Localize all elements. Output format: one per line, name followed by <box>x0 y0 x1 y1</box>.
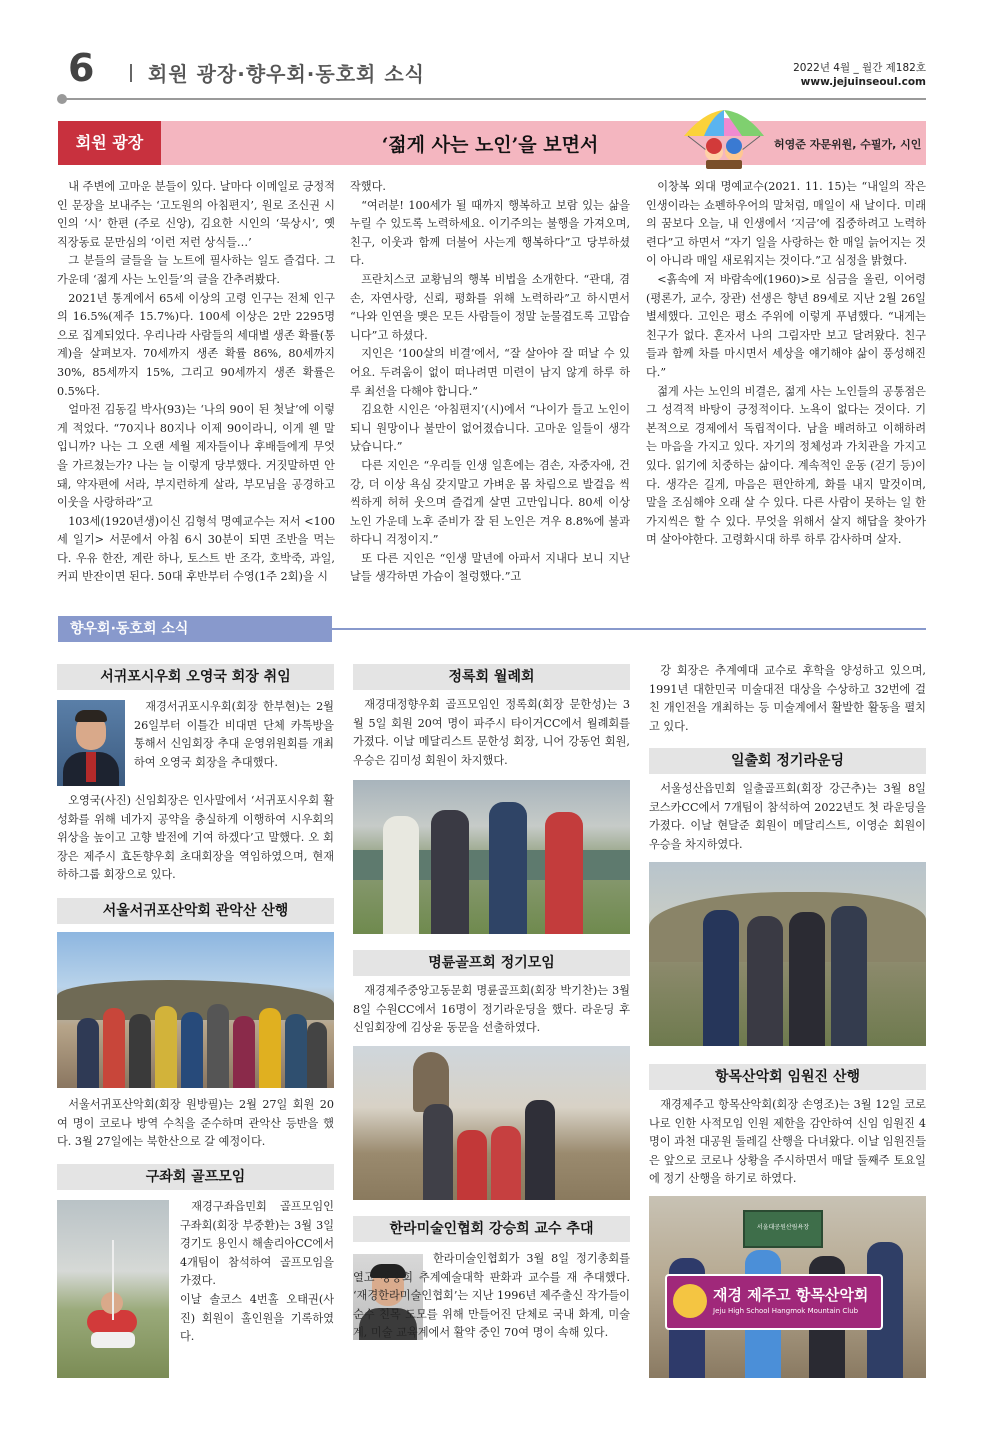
paragraph: 김요한 시인은 ‘아침편지’(시)에서 “나이가 들고 노인이 되니 원망이나 불만이 없어졌습니다. 고마운 일들이 생각났습니다.” <box>350 403 630 454</box>
jeongrok-text: 재경대정향우회 골프모임인 정록회(회장 문한성)는 3월 5일 회원 20여 명이 파주시 타이거CC에서 월례회를 가졌다. 이날 메달리스트 문한성 회장, 니어 강동언 회원, 우승은 김미성 회원이 차지했다. <box>353 698 630 767</box>
article-title-hangmok: 항목산악회 임원진 산행 <box>649 1064 926 1090</box>
club-banner-subtext: Jeju High School Hangmok Mountain Club <box>713 1307 859 1315</box>
gujwa-text-1: 재경구좌읍민회 골프모임인 구좌회(회장 부중환)는 3월 3일 경기도 용인시 해솔리아CC에서 4개팀이 참석하여 골프모임을 가졌다. <box>180 1200 334 1288</box>
issue-info: 2022년 4월 _ 월간 제182호 <box>793 62 926 74</box>
author: 허영준 자문위원, 수필가, 시인 <box>774 138 922 151</box>
paragraph: 이창복 외대 명예교수(2021. 11. 15)는 “내일의 작은 인생이라는 쇼펜하우어의 말처럼, 매일이 새 날이다. 미래의 꿈보다 오늘, 내 인생에서 ‘지금’에 집중하려고 노력하련다”고 하면서 “자기 일을 사랑하는 한 매일 늙어지는 것이 아니라 매일 새로워지는 것이다.”고 심정을 밝혔다. <box>646 180 926 268</box>
paragraph: 내 주변에 고마운 분들이 있다. 날마다 이메일로 긍정적인 문장을 보내주는 ‘고도원의 아침편지’, 원로 조신권 시인의 ‘시’ 한편 (주로 신앙), 김요한 시인의 ‘묵상시’, 옛 직장동료 문만심의 ‘이런 저런 상식들…’ <box>57 180 335 249</box>
article-title-ilchul: 일출회 정기라운딩 <box>649 748 926 774</box>
ilchul-text: 서울성산읍민회 일출골프회(회장 강근추)는 3월 8일 코스카CC에서 7개팀이 참석하여 2022년도 첫 라운딩을 가졌다. 이날 현달준 회원이 메달리스트, 이영순 회원이 우승을 차지하였다. <box>649 782 926 851</box>
plaza-label: 회원 광장 <box>58 121 161 165</box>
gwanaksan-text: 서울서귀포산악회(회장 원방필)는 2월 27일 회원 20여 명이 코로나 방역 수칙을 준수하며 관악산 등반을 했다. 3월 27일에는 북한산으로 갈 예정이다. <box>57 1098 334 1149</box>
plaza-column-3 <box>646 178 926 550</box>
header-rule-dot <box>57 94 67 104</box>
photo-gujwa-golfer <box>57 1200 169 1378</box>
article-title: ‘젊게 사는 노인’을 보면서 <box>381 134 599 156</box>
article-title-myeongryun: 명륜골프회 정기모임 <box>353 950 630 976</box>
site-url: www.jejuinseoul.com <box>800 76 926 88</box>
paragraph: 작했다. <box>350 180 386 193</box>
club-banner <box>665 1274 883 1330</box>
halla-text: 한라미술인협회가 3월 8일 정기총회를 열고 강승희 추계예술대학 판화과 교수를 재 추대했다. ‘재경한라미술인협회’는 지난 1996년 제주출신 작가들이 순수 친목 도모를 위해 만들어진 단체로 국내 화계, 미술계, 미술 교육계에서 활약 중인 70여 명이 속해 있다. <box>353 1252 630 1340</box>
club-emblem <box>673 1284 707 1318</box>
club-banner-text: 재경 제주고 항목산악회 <box>713 1286 869 1304</box>
photo-myeongryun-group <box>353 1046 630 1200</box>
photo-gwanaksan-group <box>57 932 334 1088</box>
paragraph: 103세(1920년생)이신 김형석 명예교수는 저서 <100세 일기> 서문에서 아침 6시 30분이 되면 조반을 먹는다. 우유 한잔, 계란 하나, 토스트 반 조각, 호박죽, 과일, 커피 반잔이면 된다. 50대 후반부터 수영(1주 2회)을 시 <box>57 514 335 584</box>
photo-hangmok-hikers <box>649 1196 926 1378</box>
paragraph: 2021년 통계에서 65세 이상의 고령 인구는 전체 인구의 16.5%(제주 15.7%)다. 100세 이상은 2만 2295명으로 집계되었다. 우리나라 사람들의 세대별 생존 확률(통계)을 살펴보자. 70세까지 생존 확률 86%, 80세까지 30%, 85세까지 15%, 그리고 90세까지 생존 확률은 0.5%다. <box>57 291 335 398</box>
article-title-gwanaksan: 서울서귀포산악회 관악산 산행 <box>57 898 334 924</box>
news-section-label: 향우회·동호회 소식 <box>58 616 332 642</box>
paragraph: 프란치스코 교황님의 행복 비법을 소개한다. “관대, 겸손, 자연사랑, 신뢰, 평화를 위해 노력하라”고 하시면서 “나와 인연을 맺은 모든 사람들이 정말 눈물겹도록 고맙습니다”고 하셨다. <box>350 272 630 342</box>
myeongryun-text: 재경제주중앙고동문회 명륜골프회(회장 박기찬)는 3월 8일 수원CC에서 16명이 정기라운딩을 했다. 라운딩 후 신임회장에 김상윤 동문을 선출하였다. <box>353 984 630 1035</box>
balloon-illustration <box>676 106 771 170</box>
photo-ilchul-golfers <box>649 862 926 1046</box>
page-number: 6 <box>68 46 95 90</box>
gujwa-text-2: 이날 솔코스 4번홀 오태권(사진) 회원이 홀인원을 기록하였다. <box>180 1292 334 1344</box>
paragraph: 젊게 사는 노인의 비결은, 젊게 사는 노인들의 공통점은 그 성격적 바탕이 긍정적이다. 노욕이 없다는 것이다. 기본적으로 경제에서 독립적이다. 남을 배려하고 이해하려는 마음을 가지고 있다. 자기의 정체성과 가치관을 가지고 있다. 읽기에 치중하는 삶이다. 계속적인 운동 (걷기 등)이다. 생각은 길게, 마음은 편안하게, 화를 내지 말것이며, 말을 조심해야 오래 살 수 있다. 다른 사람이 못하는 일 한가지씩은 할 수 있다. 무엇을 위해서 살지 해답을 찾아가며 살아야한다. 고령화시대 하루 하루 감사하며 살자. <box>646 384 926 547</box>
hangmok-text: 재경제주고 항목산악회(회장 손영조)는 3월 12일 코로나로 인한 사적모임 인원 제한을 감안하여 신임 임원진 4명이 과천 대공원 둘레길 산행을 다녀왔다. 이날 임원진들은 앞으로 코로나 상황을 주시하면서 매달 둘째주 토요일에 정기 산행을 하기로 하였다. <box>649 1098 927 1186</box>
paragraph: 얼마전 김동길 박사(93)는 ‘나의 90이 된 첫날’에 이렇게 적었다. “70지나 80지나 이제 90이라니, 이게 웬 말입니까? 나는 그 오랜 세월 제자들이나 후배들에게 무엇을 가르쳤는가? 나는 늘 이렇게 당부했다. 거짓말하면 안돼, 약자편에 서라, 부지런하게 살라, 부모님을 공경하고 이웃을 사랑하라”고 <box>57 403 335 510</box>
paragraph: 그 분들의 글들을 늘 노트에 필사하는 일도 즐겁다. 그 가운데 ‘젊게 사는 노인들’의 글을 간추려봤다. <box>57 254 335 286</box>
gujwa-text <box>180 1198 334 1347</box>
seogwipo-text-2: 오영국(사진) 신임회장은 인사말에서 ‘서귀포시우회 활성화를 위해 네가지 공약을 충실하게 이행하여 시우회의 위상을 높이고 고향 발전에 기여 하겠다’고 말했다. 오 회장은 제주시 효돈향우회 초대회장을 역임하였으며, 현재 하하그룹 회장으로 있다. <box>57 794 334 882</box>
article-title-gujwa: 구좌회 골프모임 <box>57 1164 334 1190</box>
header-separator <box>130 64 132 82</box>
paragraph: 다른 지인은 “우리들 인생 일흔에는 겸손, 자중자애, 건강, 더 이상 욕심 갖지말고 가벼운 몸 차림으로 발걸음 씩씩하게 허허 웃으며 즐겁게 살면 고만입니다. 80세 이상 노인 가운데 노후 준비가 잘 된 노인은 겨우 8.8%에 불과하다니 걱정이지.” <box>350 458 630 547</box>
section-title: 회원 광장·향우회·동호회 소식 <box>148 62 425 86</box>
paragraph: <흙속에 저 바람속에(1960)>로 심금을 울린, 이어령(평론가, 교수, 장관) 선생은 향년 89세로 지난 2월 26일 별세했다. 고인은 평소 주위에 이렇게 푸념했다. “내게는 친구가 없다. 혼자서 나의 그림자만 보고 달려왔다. 친구들과 함께 차를 마시면서 세상을 얘기해야 삶이 풍성해진다.” <box>646 272 926 379</box>
article-title-halla: 한라미술인협회 강승희 교수 추대 <box>353 1216 630 1242</box>
header-rule <box>62 98 926 100</box>
paragraph: 지인은 ‘100살의 비결’에서, “잘 살아야 잘 떠날 수 있어요. 두려움이 없이 떠나려면 미련이 남지 않게 하루 하루 최선을 다해야 합니다.” <box>350 347 630 398</box>
photo-jeongrok-golfers <box>353 780 630 934</box>
news-section-rule <box>332 628 926 630</box>
kang-continued-text: 강 회장은 추계예대 교수로 후학을 양성하고 있으며, 1991년 대한민국 미술대전 대상을 수상하고 32번에 걸친 개인전을 개최하는 등 미술계에서 활발한 활동을 펼치고 있다. <box>649 664 926 733</box>
paragraph: 또 다른 지인은 “인생 말년에 아파서 지내다 보니 지난날들 생각하면 가슴이 철렁했다.”고 <box>350 551 630 584</box>
article-title-seogwipo: 서귀포시우회 오영국 회장 취임 <box>57 664 334 690</box>
plaza-column-2 <box>350 178 630 587</box>
plaza-column-1 <box>57 178 335 587</box>
park-sign-text: 서울대공원산림욕장 <box>756 1224 810 1231</box>
paragraph: “여러분! 100세가 될 때까지 행복하고 보람 있는 삶을 누릴 수 있도록 노력하세요. 이기주의는 불행을 가져오며, 친구, 이웃과 함께 더불어 사는게 행복하다”고 당부하셨다. <box>350 198 630 268</box>
article-title-jeongrok: 정록회 월례회 <box>353 664 630 690</box>
seogwipo-text-1: 재경서귀포시우회(회장 한부현)는 2월 26일부터 이틀간 비대면 단체 카톡방을 통해서 신임회장 추대 운영위원회를 개최하여 오영국 회장을 추대했다. <box>134 700 334 769</box>
portrait-oh-youngkuk <box>57 700 125 786</box>
